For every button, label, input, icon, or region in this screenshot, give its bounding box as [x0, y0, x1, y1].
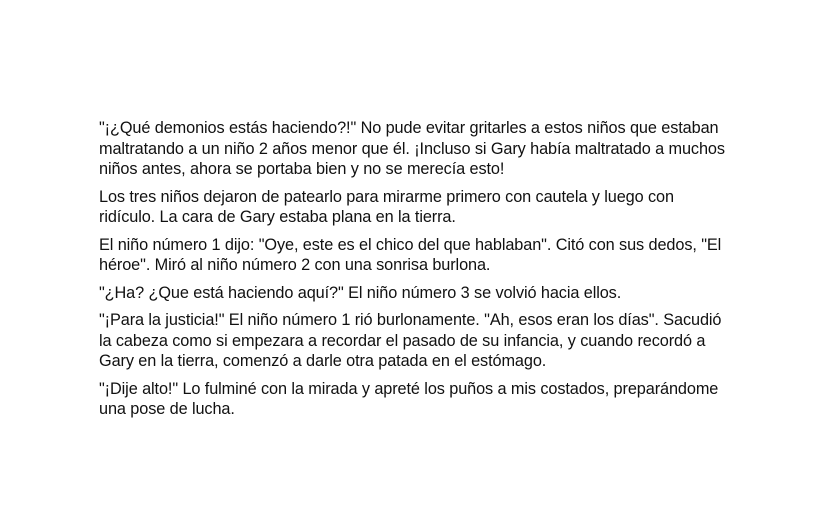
paragraph-1: "¡¿Qué demonios estás haciendo?!" No pude evitar gritarles a estos niños que estaban maltratando a un niño 2 años menor que él. ¡Incluso si Gary había maltratado a muchos niños antes, ahora se portaba bien y no se merecía esto! [99, 119, 725, 178]
paragraph-3: El niño número 1 dijo: "Oye, este es el chico del que hablaban". Citó con sus dedos, "El héroe". Miró al niño número 2 con una sonrisa burlona. [99, 235, 722, 274]
paragraph-2: Los tres niños dejaron de patearlo para mirarme primero con cautela y luego con ridículo. La cara de Gary estaba plana en la tierra. [99, 187, 674, 226]
paragraph-6: "¡Dije alto!" Lo fulminé con la mirada y apreté los puños a mis costados, preparándome una pose de lucha. [99, 379, 719, 418]
paragraph-4: "¿Ha? ¿Que está haciendo aquí?" El niño número 3 se volvió hacia ellos. [99, 283, 622, 302]
paragraph-5: "¡Para la justicia!" El niño número 1 rió burlonamente. "Ah, esos eran los días". Sacudió la cabeza como si empezara a recordar el pasado de su infancia, y cuando recordó a Gary en la tierra, comenzó a darle otra patada en el estómago. [99, 311, 722, 370]
story-text [99, 118, 759, 427]
